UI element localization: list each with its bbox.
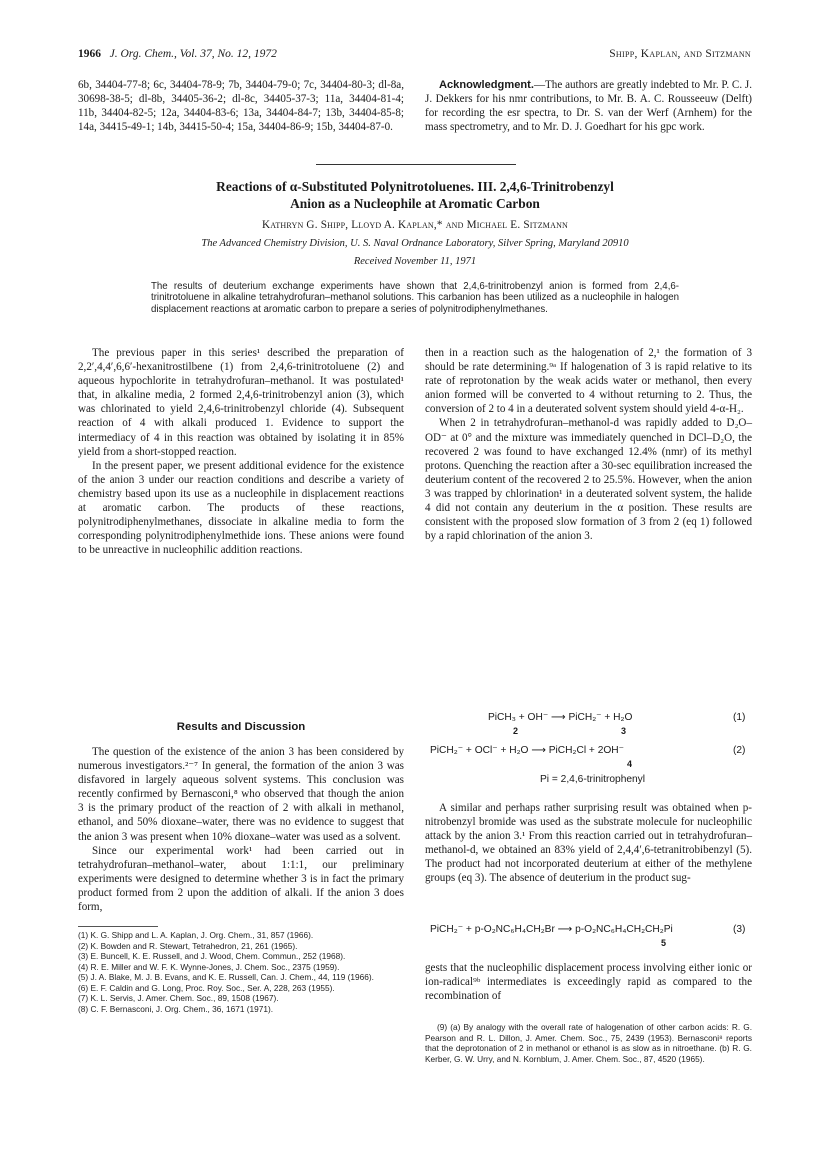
article-title-line1: Reactions of α-Substituted Polynitrotoluenes. III. 2,4,6-Trinitrobenzyl	[216, 179, 614, 194]
section-heading: Results and Discussion	[176, 721, 306, 733]
acknowledgment-label: Acknowledgment.	[439, 79, 534, 91]
compound-label: 3	[621, 726, 627, 736]
paragraph: The question of the existence of the anion 3 has been considered by numerous investigators.²⁻⁷ In general, the formation of the anion 3 was disfavored in largely aqueous solvent systems. This conclusion was recently confirmed by Bernasconi,⁸ who observed that though the anion 3 is the primary product of the reaction of 2 with alkali in methanol, ethanol, and 50% dioxane–water, there was no evidence to suggest that the anion 3 was present when 10% dioxane–water was used as a solvent.	[78, 746, 404, 843]
paragraph: Since our experimental work¹ had been carried out in tetrahydrofuran–methanol–water, about 1:1:1, our preliminary experiments were designed to determine whether 3 is in fact the primary product formed from 2 upon the addition of alkali. If the anion 3 does form,	[78, 844, 404, 914]
footnote: (1) K. G. Shipp and L. A. Kaplan, J. Org. Chem., 31, 857 (1966).	[78, 930, 314, 940]
paragraph: The previous paper in this series¹ described the preparation of 2,2′,4,4′,6,6′-hexanitrostilbene (1) from 2,4,6-trinitrotoluene (2) and aqueous hypochlorite in tetrahydrofuran–methanol. It was postulated¹ that, in alkaline media, 2 formed 2,4,6-trinitrobenzyl anion (3), which was chlorinated to yield 2,4,6-trinitrobenzyl chloride (4). Subsequent reaction of 4 with alkali produced 1. Evidence to support the intermediacy of 4 in this reaction was obtained by isolating it in 85% yield from a short-stopped reaction.	[78, 347, 404, 458]
section-divider	[316, 164, 516, 165]
paragraph: then in a reaction such as the halogenation of 2,¹ the formation of 3 should be rate determining.⁹ᵃ If halogenation of 3 is rapid relative to its rate of reprotonation by the weak acids water or methanol, then every anion formed will be converted to 4 without returning to 2. Thus, the conversion of 2 to 4 in a deuterated solvent system should yield 4-α-H₂.	[425, 347, 752, 416]
equation-2-number: (2)	[733, 745, 746, 756]
equation-3: PiCH₂⁻ + p-O₂NC₆H₄CH₂Br ⟶ p-O₂NC₆H₄CH₂CH₂Pi	[430, 924, 673, 935]
footnote: (5) J. A. Blake, M. J. B. Evans, and K. E. Russell, Can. J. Chem., 44, 119 (1966).	[78, 972, 374, 982]
footnote: (6) E. F. Caldin and G. Long, Proc. Roy. Soc., Ser. A, 228, 263 (1955).	[78, 982, 335, 993]
registry-numbers: 6b, 34404-77-8; 6c, 34404-78-9; 7b, 34404-79-0; 7c, 34404-80-3; dl-8a, 30698-38-5; dl-8b, 34405-36-2; dl-8c, 34405-37-3; 11a, 34404-81-4; 11b, 34404-82-5; 12a, 34404-83-6; 13a, 34404-84-7; 13b, 34404-85-8; 14a, 34415-49-1; 14b, 34415-50-4; 15a, 34404-86-9; 15b, 34404-87-0.	[78, 79, 404, 134]
right-column-body-2	[425, 801, 752, 886]
footnote: (3) E. Buncell, K. E. Russell, and J. Wood, Chem. Commun., 252 (1968).	[78, 951, 346, 961]
left-column-body	[78, 346, 404, 557]
compound-label: 5	[661, 938, 667, 948]
compound-label: 2	[513, 726, 519, 736]
footnote: (7) K. L. Servis, J. Amer. Chem. Soc., 89, 1508 (1967).	[78, 993, 279, 1003]
footnote: (8) C. F. Bernasconi, J. Org. Chem., 36, 1671 (1971).	[78, 1003, 274, 1014]
right-column-body-3	[425, 961, 752, 1003]
equation-2: PiCH₂⁻ + OCl⁻ + H₂O ⟶ PiCH₂Cl + 2OH⁻	[430, 745, 625, 756]
paragraph: gests that the nucleophilic displacement process involving either ionic or ion-radical⁹ᵇ intermediates is exceedingly rapid as compared to the recombination of	[425, 962, 752, 1003]
left-column-body-2	[78, 745, 404, 914]
equation-1: PiCH₃ + OH⁻ ⟶ PiCH₂⁻ + H₂O	[488, 712, 633, 723]
article-authors: Kathryn G. Shipp, Lloyd A. Kaplan,* and Michael E. Sitzmann	[261, 219, 569, 231]
running-header-authors: Shipp, Kaplan, and Sitzmann	[609, 48, 751, 60]
paragraph: A similar and perhaps rather surprising result was obtained when p-nitrobenzyl bromide was used as the substrate molecule for nucleophilic attack by the anion 3.¹ From this reaction carried out in tetrahydrofuran–methanol-d, we obtained an 83% yield of 2,4,4′,6-tetranitrobibenzyl (5). The product had not incorporated deuterium at either of the methylene groups (eq 3). The absence of deuterium in the product sug-	[425, 802, 752, 885]
right-column-body	[425, 346, 752, 543]
abstract: The results of deuterium exchange experiments have shown that 2,4,6-trinitrobenzyl anion is formed from 2,4,6-trinitrotoluene in alkaline tetrahydrofuran–methanol solutions. This carbanion has been utilized as a nucleophile in halogen displacement reactions at aromatic carbon to prepare a series of polynitrodiphenylmethanes.	[151, 281, 679, 315]
acknowledgment	[425, 78, 752, 134]
acknowledgment-text: —The authors are greatly indebted to Mr. P. C. J. J. Dekkers for his nmr contributions, to Mr. B. A. C. Rousseeuw (Delft) for recording the esr spectra, to Dr. S. van der Werf (Arnhem) for the mass spectrometry, and to Mr. D. J. Goedhart for his gpc work.	[425, 79, 752, 134]
equation-3-number: (3)	[733, 924, 746, 935]
article-title-line2: Anion as a Nucleophile at Aromatic Carbon	[290, 196, 540, 211]
paragraph: When 2 in tetrahydrofuran–methanol-d was rapidly added to D₂O–OD⁻ at 0° and the mixture was immediately quenched in DCl–D₂O, the recovered 2 was found to have exchanged 12.4% (nmr) of its methyl protons. Quenching the reaction after a 30-sec equilibration increased the deuterium content of the recovered 2 to 25.5%. However, when the anion 3 was trapped by chlorination¹ in a deuterated solvent system, the halide 4 did not contain any deuterium in the α position. These results are consistent with the proposed slow formation of 3 from 2 (eq 1) followed by a rapid chlorination of the anion 3.	[425, 417, 752, 543]
equation-1-number: (1)	[733, 712, 746, 723]
article-title	[78, 178, 752, 212]
left-footnotes	[78, 930, 404, 1014]
journal-citation: J. Org. Chem., Vol. 37, No. 12, 1972	[109, 48, 277, 60]
article-affiliation: The Advanced Chemistry Division, U. S. Naval Ordnance Laboratory, Silver Spring, Maryland 20910	[201, 238, 629, 249]
pi-definition: Pi = 2,4,6-trinitrophenyl	[540, 774, 646, 785]
footnote: (4) R. E. Miller and W. F. K. Wynne-Jones, J. Chem. Soc., 2375 (1959).	[78, 961, 340, 972]
footnote: (2) K. Bowden and R. Stewart, Tetrahedron, 21, 261 (1965).	[78, 940, 298, 951]
running-header-left	[78, 48, 277, 60]
footnote-rule	[78, 926, 158, 927]
page-number: 1966	[78, 48, 101, 60]
received-date: Received November 11, 1971	[353, 256, 477, 267]
paragraph: In the present paper, we present additional evidence for the existence of the anion 3 under our reaction conditions and describe a variety of chemistry based upon its use as a nucleophile in displacement reactions at aromatic carbon. The products of these reactions, polynitrodiphenylmethanes, dissociate in alkaline media to form the corresponding polynitrodiphenylmethide ions. These anions were found to be unreactive in nucleophilic addition reactions.	[78, 459, 404, 557]
right-footnote: (9) (a) By analogy with the overall rate of halogenation of other carbon acids: R. G. Pearson and R. L. Dillon, J. Amer. Chem. Soc., 75, 2439 (1953). Bernasconi⁸ reports that the deprotonation of 2 in methanol or ethanol is as slow as in nitroethane. (b) R. G. Kerber, G. W. Urry, and N. Kornblum, J. Amer. Chem. Soc., 87, 4520 (1965).	[425, 1022, 752, 1064]
compound-label: 4	[627, 759, 633, 769]
